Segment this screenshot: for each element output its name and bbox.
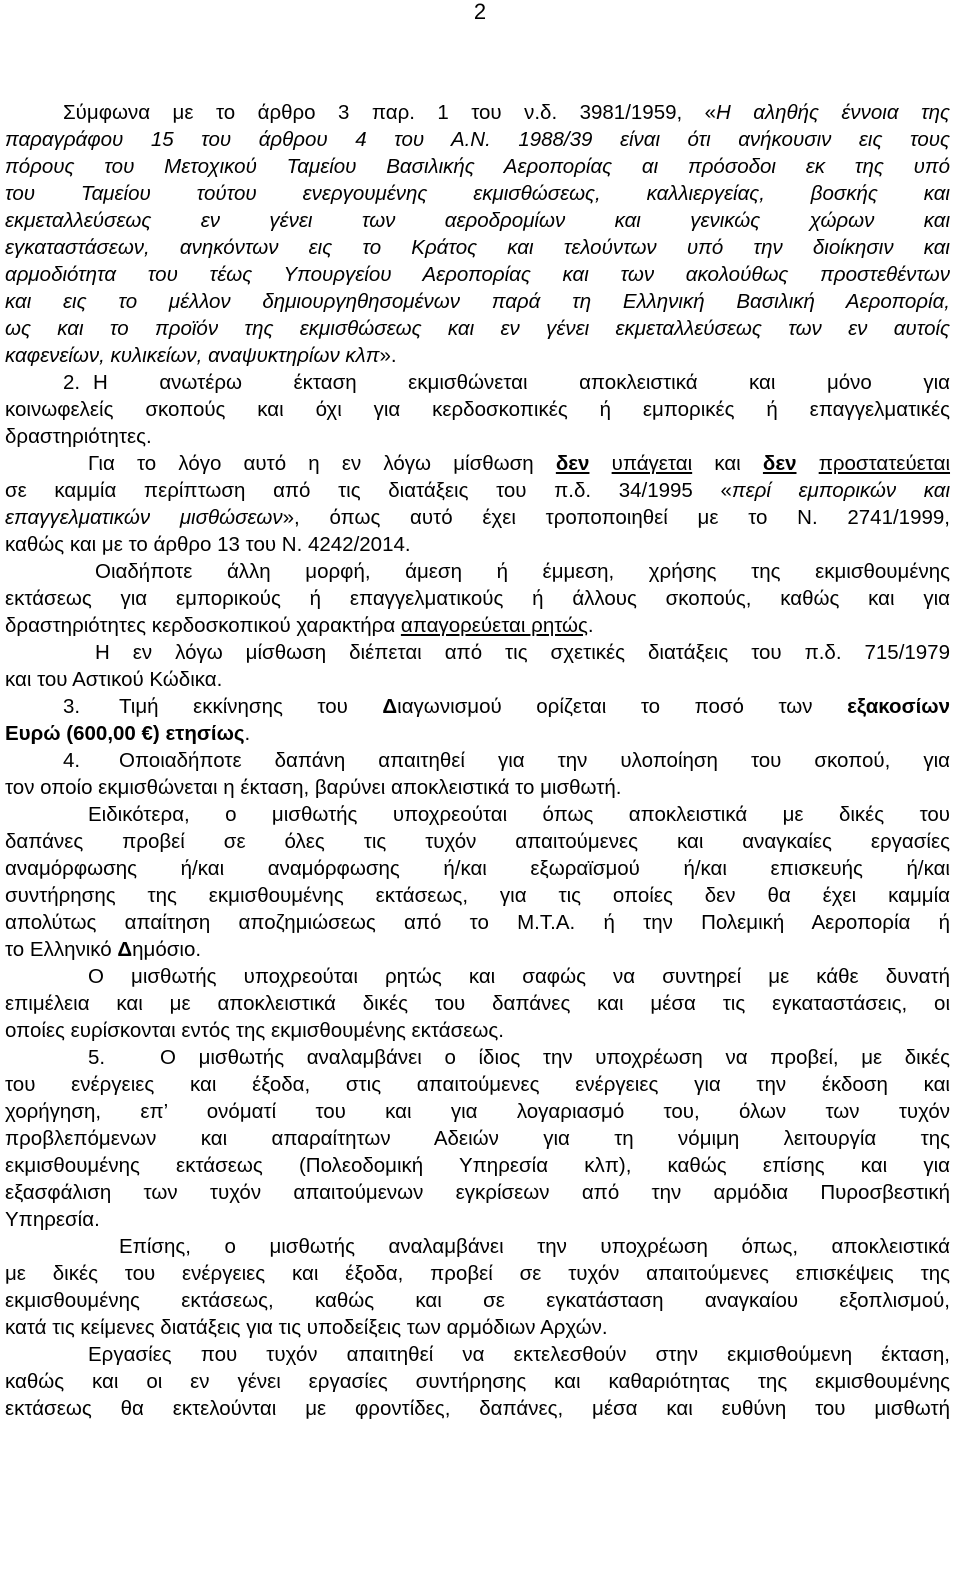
text-line: κοινωφελείς σκοπούς και όχι για κερδοσκοπικές ή εμπορικές ή επαγγελματικές: [5, 398, 950, 421]
page-number: 2: [473, 0, 487, 24]
text-line: εκμεταλλεύσεως εν γένει των αεροδρομίων και γενικώς χώρων και: [5, 209, 950, 232]
text-line: οποίες ευρίσκονται εντός της εκμισθουμένης εκτάσεως.: [5, 1019, 504, 1042]
text-line: Ευρώ (600,00 €) ετησίως.: [5, 722, 251, 745]
text-line: Ο μισθωτής υποχρεούται ρητώς και σαφώς να συντηρεί με κάθε δυνατή: [88, 965, 950, 988]
text-line: δραστηριότητες.: [5, 425, 152, 448]
text-line: και του Αστικού Κώδικα.: [5, 668, 223, 691]
text-line: Εργασίες που τυχόν απαιτηθεί να εκτελεσθούν στην εκμισθούμενη έκταση,: [88, 1343, 950, 1366]
text-line: καφενείων, κυλικείων, αναψυκτηρίων κλπ».: [5, 344, 397, 367]
text-line: Η εν λόγω μίσθωση διέπεται από τις σχετικές διατάξεις του π.δ. 715/1979: [95, 641, 950, 664]
text-line: με δικές του ενέργειες και έξοδα, προβεί σε τυχόν απαιτούμενες επισκέψεις της: [5, 1262, 950, 1285]
text-line: δαπάνες προβεί σε όλες τις τυχόν απαιτούμενες και αναγκαίες εργασίες: [5, 830, 950, 853]
text-line: παραγράφου 15 του άρθρου 4 του Α.Ν. 1988/39 είναι ότι ανήκουσιν εις τους: [5, 128, 950, 151]
text-line: συντήρησης της εκμισθουμένης εκτάσεως, για τις οποίες δεν θα έχει καμμία: [5, 884, 950, 907]
text-line: σε καμμία περίπτωση από τις διατάξεις του π.δ. 34/1995 «περί εμπορικών και: [5, 479, 950, 502]
text-line: Υπηρεσία.: [5, 1208, 100, 1231]
text-line: Σύμφωνα με το άρθρο 3 παρ. 1 του ν.δ. 3981/1959, «Η αληθής έννοια της: [63, 101, 950, 124]
text-line: εκμισθουμένης εκτάσεως (Πολεοδομική Υπηρεσία κλπ), καθώς επίσης και για: [5, 1154, 950, 1177]
text-line: 5. Ο μισθωτής αναλαμβάνει ο ίδιος την υποχρέωση να προβεί, με δικές: [88, 1046, 950, 1069]
text-line: εκτάσεως θα εκτελούνται με φροντίδες, δαπάνες, μέσα και ευθύνη του μισθωτή: [5, 1397, 950, 1420]
text-line: προβλεπόμενων και απαραίτητων Αδειών για τη νόμιμη λειτουργία της: [5, 1127, 950, 1150]
text-line: του ενέργειες και έξοδα, στις απαιτούμενες ενέργειες για την έκδοση και: [5, 1073, 950, 1096]
clause-number: 5.: [88, 1046, 106, 1069]
text-line: του Ταμείου τούτου ενεργουμένης εκμισθώσεως, καλλιεργείας, βοσκής και: [5, 182, 950, 205]
clause-number: 2.: [63, 371, 81, 394]
text-line: και εις το μέλλον δημιουργηθησομένων παρά τη Ελληνική Βασιλική Αεροπορία,: [5, 290, 950, 313]
text-line: καθώς και με το άρθρο 13 του Ν. 4242/2014.: [5, 533, 411, 556]
text-line: Επίσης, ο μισθωτής αναλαμβάνει την υποχρέωση όπως, αποκλειστικά: [119, 1235, 950, 1258]
text-line: αρμοδιότητα του τέως Υπουργείου Αεροπορίας και των ακολούθως προστεθέντων: [5, 263, 950, 286]
text-line: 2. Η ανωτέρω έκταση εκμισθώνεται αποκλειστικά και μόνο για: [63, 371, 950, 394]
text-line: πόρους του Μετοχικού Ταμείου Βασιλικής Αεροπορίας αι πρόσοδοι εκ της υπό: [5, 155, 950, 178]
text-line: επιμέλεια και με αποκλειστικά δικές του δαπάνες και μέσα τις εγκαταστάσεις, οι: [5, 992, 950, 1015]
clause-number: 3.: [63, 695, 81, 718]
text-line: 4. Οποιαδήποτε δαπάνη απαιτηθεί για την υλοποίηση του σκοπού, για: [63, 749, 950, 772]
text-line: το Ελληνικό Δημόσιο.: [5, 938, 202, 961]
text-line: απολύτως απαίτηση αποζημιώσεως από το Μ.Τ.Α. ή την Πολεμική Αεροπορία ή: [5, 911, 950, 934]
text-line: δραστηριότητες κερδοσκοπικού χαρακτήρα απαγορεύεται ρητώς.: [5, 614, 594, 637]
text-line: χορήγηση, επ’ ονόματί του και για λογαριασμό του, όλων των τυχόν: [5, 1100, 950, 1123]
text-line: Ειδικότερα, ο μισθωτής υποχρεούται όπως αποκλειστικά με δικές του: [88, 803, 950, 826]
text-line: εξασφάλιση των τυχόν απαιτούμενων εγκρίσεων από την αρμόδια Πυροσβεστική: [5, 1181, 950, 1204]
text-line: 3. Τιμή εκκίνησης του Διαγωνισμού ορίζεται το ποσό των εξακοσίων: [63, 695, 951, 718]
clause-number: 4.: [63, 749, 81, 772]
text-line: ως και το προϊόν της εκμισθώσεως και εν γένει εκμεταλλεύσεως των εν αυτοίς: [5, 317, 950, 340]
text-line: κατά τις κείμενες διατάξεις για τις υποδείξεις των αρμόδιων Αρχών.: [5, 1316, 608, 1339]
text-line: εκμισθουμένης εκτάσεως, καθώς και σε εγκατάσταση αναγκαίου εξοπλισμού,: [5, 1289, 950, 1312]
text-line: εγκαταστάσεων, ανηκόντων εις το Κράτος και τελούντων υπό την διοίκησιν και: [5, 236, 950, 259]
text-line: καθώς και οι εν γένει εργασίες συντήρησης και καθαριότητας της εκμισθουμένης: [5, 1370, 950, 1393]
text-line: αναμόρφωσης ή/και αναμόρφωσης ή/και εξωραϊσμού ή/και επισκευής ή/και: [5, 857, 950, 880]
document-body: [5, 99, 950, 1422]
text-line: εκτάσεως για εμπορικούς ή επαγγελματικούς ή άλλους σκοπούς, καθώς και για: [5, 587, 950, 610]
text-line: τον οποίο εκμισθώνεται η έκταση, βαρύνει αποκλειστικά το μισθωτή.: [5, 776, 622, 799]
text-line: Οιαδήποτε άλλη μορφή, άμεση ή έμμεση, χρήσης της εκμισθουμένης: [95, 560, 950, 583]
text-line: επαγγελματικών μισθώσεων», όπως αυτό έχει τροποποιηθεί με το Ν. 2741/1999,: [5, 506, 950, 529]
text-line: Για το λόγο αυτό η εν λόγω μίσθωση δεν υπάγεται και δεν προστατεύεται: [88, 452, 951, 475]
